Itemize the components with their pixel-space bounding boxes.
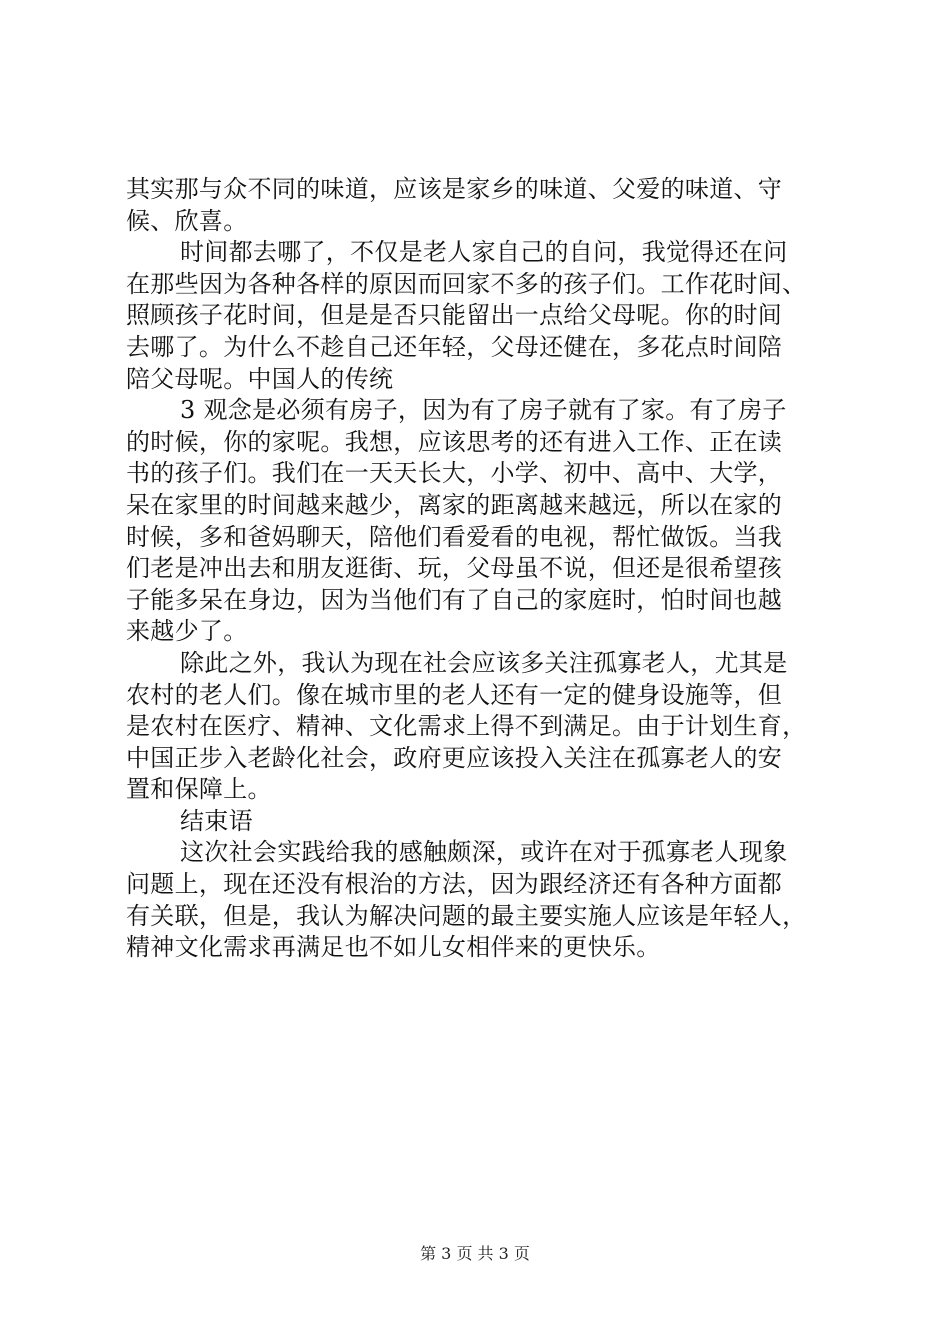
text-line: 的时候，你的家呢。我想，应该思考的还有进入工作、正在读 <box>126 427 783 456</box>
page-number-footer: 第 3 页 共 3 页 <box>420 1244 530 1263</box>
text-line: 在那些因为各种各样的原因而回家不多的孩子们。工作花时间、 <box>126 269 807 298</box>
paragraph-start-line: 时间都去哪了，不仅是老人家自己的自问，我觉得还在问 <box>180 238 788 267</box>
text-line: 置和保障上。 <box>126 775 272 804</box>
text-line: 候、欣喜。 <box>126 206 248 235</box>
text-line: 有关联，但是，我认为解决问题的最主要实施人应该是年轻人， <box>126 901 807 930</box>
section-heading: 结束语 <box>180 806 253 835</box>
text-line: 们老是冲出去和朋友逛街、玩，父母虽不说，但还是很希望孩 <box>126 554 783 583</box>
text-line: 精神文化需求再满足也不如儿女相伴来的更快乐。 <box>126 933 661 962</box>
text-line: 其实那与众不同的味道，应该是家乡的味道、父爱的味道、守 <box>126 175 783 203</box>
paragraph-start-line: 除此之外，我认为现在社会应该多关注孤寡老人，尤其是 <box>180 648 788 677</box>
text-line: 中国正步入老龄化社会，政府更应该投入关注在孤寡老人的安 <box>126 743 783 772</box>
text-line: 陪父母呢。中国人的传统 <box>126 364 394 393</box>
text-line: 是农村在医疗、精神、文化需求上得不到满足。由于计划生育， <box>126 712 807 741</box>
paragraph-start-line: 这次社会实践给我的感触颇深，或许在对于孤寡老人现象 <box>180 838 788 867</box>
text-line: 子能多呆在身边，因为当他们有了自己的家庭时，怕时间也越 <box>126 585 783 614</box>
document-body <box>126 174 846 964</box>
text-line: 时候，多和爸妈聊天，陪他们看爱看的电视，帮忙做饭。当我 <box>126 522 783 551</box>
text-line: 农村的老人们。像在城市里的老人还有一定的健身设施等，但 <box>126 680 783 709</box>
text-line: 呆在家里的时间越来越少，离家的距离越来越远，所以在家的 <box>126 490 783 519</box>
paragraph-start-line: 3 观念是必须有房子，因为有了房子就有了家。有了房子 <box>180 396 787 425</box>
text-line: 问题上，现在还没有根治的方法，因为跟经济还有各种方面都 <box>126 870 783 899</box>
text-line: 书的孩子们。我们在一天天长大，小学、初中、高中、大学， <box>126 459 783 488</box>
text-line: 去哪了。为什么不趁自己还年轻，父母还健在，多花点时间陪 <box>126 332 783 361</box>
text-line: 照顾孩子花时间，但是是否只能留出一点给父母呢。你的时间 <box>126 301 783 330</box>
text-line: 来越少了。 <box>126 617 248 646</box>
